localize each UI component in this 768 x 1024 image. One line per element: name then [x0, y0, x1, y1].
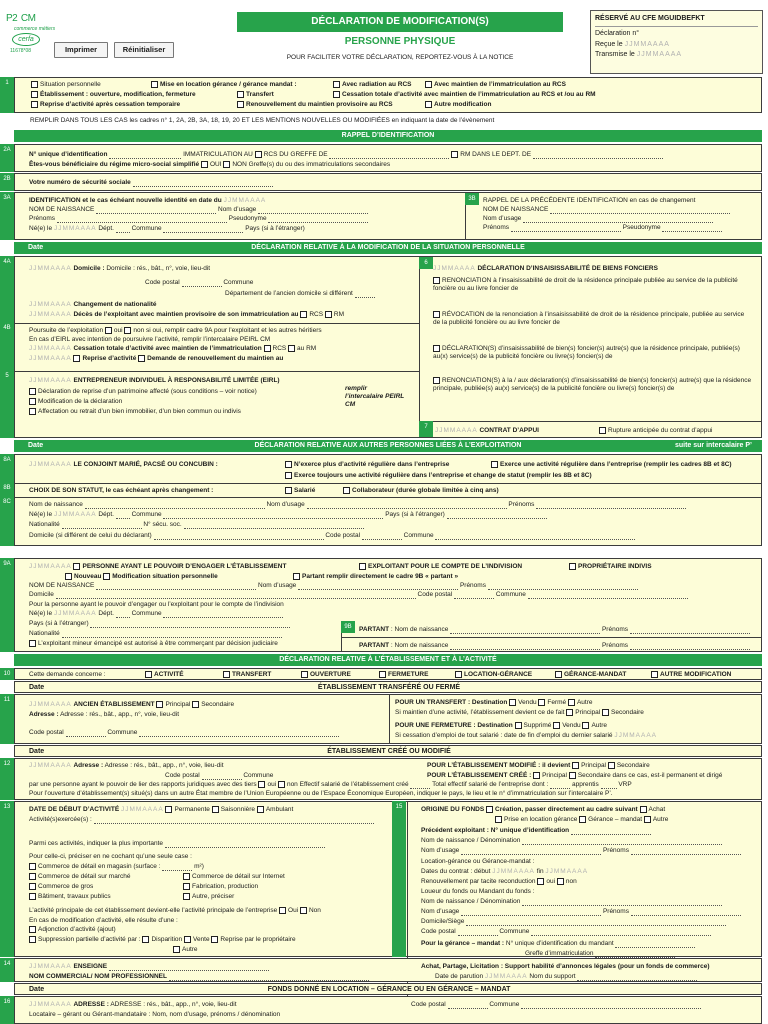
- cerfa-number: 11678*08: [10, 48, 32, 54]
- s13-modif: En cas de modification d’activité, elle résulte d’une :: [29, 917, 178, 924]
- s4a-cp[interactable]: Code postal Commune: [145, 279, 254, 286]
- s16-cp[interactable]: Code postal Commune: [411, 1001, 701, 1009]
- s5-modification[interactable]: Modification de la déclaration: [29, 398, 122, 406]
- cfe-recue[interactable]: Reçue le JJMMAAAA: [595, 40, 670, 48]
- logo-subtitle: commerce métiers: [14, 26, 56, 32]
- s13-suppression[interactable]: Suppression partielle d’activité par : Disparition Vente Reprise par le propriétaire: [29, 936, 296, 944]
- s8b-salarie[interactable]: Salarié: [285, 487, 315, 495]
- s3a-number: 3A: [0, 192, 14, 240]
- s15-dates[interactable]: Dates du contrat : début JJMMAAAA fin JJMMAAAA: [421, 868, 589, 875]
- s15-usage2[interactable]: Nom d’usage Prénoms: [421, 908, 741, 916]
- bar-etab: DÉCLARATION RELATIVE À L’ÉTABLISSEMENT ET À L’ACTIVITÉ: [14, 654, 762, 666]
- s11-cessation[interactable]: Si cessation d’emploi de tout salarié : date de fin d’emploi du dernier salarié JJMMAAAA: [395, 732, 657, 739]
- s15-greffe[interactable]: Greffe d’immatriculation: [525, 950, 675, 958]
- s13-number: 13: [0, 801, 14, 957]
- s1-opt-cessation[interactable]: Cessation totale d’activité avec maintien de l’immatriculation au RCS et /ou au RM: [333, 91, 596, 99]
- s10-ouverture[interactable]: OUVERTURE: [301, 671, 351, 679]
- s8a-opt1[interactable]: N’exerce plus d’activité régulière dans l’entreprise: [285, 461, 449, 469]
- s10-autre[interactable]: AUTRE MODIFICATION: [651, 671, 731, 679]
- s13-c3[interactable]: Commerce de détail sur Internet: [183, 873, 285, 881]
- s13-activites[interactable]: Activité(s)exercée(s) :: [29, 816, 374, 824]
- s13-cochant: Pour celle-ci, préciser en ne cochant qu’une seule case :: [29, 853, 192, 860]
- bar-transfere: Date ÉTABLISSEMENT TRANSFÉRÉ OU FERMÉ: [14, 681, 762, 693]
- s2b-number: 2B: [0, 173, 14, 191]
- s9a-nationalite[interactable]: Nationalité: [29, 630, 282, 638]
- s2a-micro-social[interactable]: Êtes-vous bénéficiaire du régime micro-social simplifié OUI NON Greffe(s) du ou des immatriculations secondaires: [29, 161, 391, 169]
- form-title: DÉCLARATION DE MODIFICATION(S): [237, 12, 563, 32]
- reset-button[interactable]: Réinitialiser: [114, 42, 174, 58]
- s5-eirl[interactable]: JJMMAAAA ENTREPRENEUR INDIVIDUEL À RESPONSABILITÉ LIMITÉE (EIRL): [29, 377, 280, 384]
- s10-transfert[interactable]: TRANSFERT: [223, 671, 271, 679]
- s5-number: 5: [0, 370, 14, 438]
- s13-c5[interactable]: Fabrication, production: [183, 883, 258, 891]
- s7-number: 7: [419, 421, 433, 437]
- s16-number: 16: [0, 996, 14, 1024]
- s6-revocation[interactable]: RÉVOCATION de la renonciation à l’insaisissabilité de droit de la résidence principale, publiée au service de la publicité foncière ou au livre foncier de: [433, 311, 745, 327]
- cfe-box: [590, 10, 763, 74]
- s2b-secu[interactable]: Votre numéro de sécurité sociale: [29, 179, 273, 187]
- s4a-number: 4A: [0, 256, 14, 322]
- s6-renonciations[interactable]: RENONCIATION(S) à la / aux déclaration(s) d’insaisissabilité de bien(s) foncier(s) autre(s) que la résidence principale, publiée(s) au(x) service(s) de la publicité foncière ou livre(s) foncier(s) de: [433, 377, 752, 393]
- s15-renouv[interactable]: Renouvellement par tacite reconduction oui non: [421, 878, 577, 886]
- s9a-number: 9A: [0, 558, 14, 652]
- section-14: [14, 958, 762, 982]
- header: [0, 0, 768, 76]
- s9a-pays[interactable]: Pays (si à l’étranger): [29, 620, 290, 628]
- s13-adjonction[interactable]: Adjonction d’activité (ajout): [29, 926, 116, 934]
- s8c-naissance[interactable]: Né(e) le JJMMAAAA Dépt. Commune Pays (si à l’étranger): [29, 511, 547, 519]
- s9b-number: 9B: [341, 621, 355, 633]
- s3a-nom[interactable]: NOM DE NAISSANCE Nom d’usage: [29, 206, 368, 214]
- s9a-partant[interactable]: Partant remplir directement le cadre 9B « partant »: [293, 573, 458, 581]
- section-16: [14, 996, 762, 1024]
- s9a-pour: Pour la personne ayant le pouvoir d’engager ou l’exploitant pour le compte de l’indivision: [29, 601, 284, 608]
- s15-location: Location-gérance ou Gérance-mandat :: [421, 858, 535, 865]
- s1-opt-location[interactable]: Mise en location gérance / gérance mandat :: [151, 81, 297, 89]
- s12-modifie[interactable]: POUR L’ÉTABLISSEMENT MODIFIÉ : il devient Principal Secondaire: [427, 762, 650, 770]
- s1-opt-renouvellement[interactable]: Renouvellement du maintien provisoire au RCS: [237, 101, 393, 109]
- s9a-nom[interactable]: NOM DE NAISSANCE Nom d’usage Prénoms: [29, 582, 638, 590]
- cfe-declaration: Déclaration n°: [595, 30, 640, 38]
- s6-number: 6: [419, 257, 433, 269]
- page-break: [0, 547, 768, 557]
- section-2b: [14, 173, 762, 191]
- s8c-number: 8C: [0, 496, 14, 546]
- s11-transfert[interactable]: POUR UN TRANSFERT : Destination Vendu Fermé Autre: [395, 699, 593, 707]
- bar-cree: Date ÉTABLISSEMENT CRÉÉ OU MODIFIÉ: [14, 745, 762, 757]
- s1-opt-autre[interactable]: Autre modification: [425, 101, 491, 109]
- s7-contrat[interactable]: JJMMAAAA CONTRAT D’APPUI: [435, 427, 539, 434]
- s9a-opt3[interactable]: PROPRIÉTAIRE INDIVIS: [569, 563, 652, 571]
- s3b-rappel: RAPPEL DE LA PRÉCÉDENTE IDENTIFICATION en cas de changement: [483, 197, 696, 204]
- section-8: [14, 454, 762, 546]
- s3a-naissance[interactable]: Né(e) le JJMMAAAA Dépt. Commune Pays (si à l’étranger): [29, 225, 305, 232]
- cfe-transmise[interactable]: Transmise le JJMMAAAA: [595, 51, 683, 59]
- s4a-dept[interactable]: Département de l’ancien domicile si différent: [225, 290, 375, 298]
- s5-reprise[interactable]: Déclaration de reprise d’un patrimoine affecté (sous conditions – voir notice): [29, 388, 257, 396]
- s4b-eirl: En cas d’EIRL avec intention de poursuivre l’activité, remplir l’intercalaire PEIRL CM: [29, 336, 271, 343]
- s4a-deces[interactable]: JJMMAAAA Décès de l’exploitant avec maintien provisoire de son immatriculation au RCS RM: [29, 311, 344, 319]
- s15-cp[interactable]: Code postal Commune: [421, 928, 711, 936]
- form-subtitle: PERSONNE PHYSIQUE: [344, 36, 456, 47]
- s15-gerance[interactable]: Pour la gérance – mandat : N° unique d’identification du mandant: [421, 940, 695, 948]
- s11-adresse[interactable]: Adresse : Adresse : rés., bât., app., n°, voie, lieu-dit: [29, 711, 180, 718]
- s4b-reprise[interactable]: JJMMAAAA Reprise d’activité Demande de renouvellement du maintien au: [29, 355, 284, 363]
- s13-c4[interactable]: Commerce de gros: [29, 883, 93, 891]
- print-button[interactable]: Imprimer: [54, 42, 108, 58]
- bar-fonds: Date FONDS DONNÉ EN LOCATION – GÉRANCE OU EN GÉRANCE – MANDAT: [14, 983, 762, 995]
- s10-number: 10: [0, 668, 14, 680]
- section-13-15: [14, 801, 762, 957]
- s3b-usage[interactable]: Nom d’usage: [483, 215, 713, 223]
- s13-c6[interactable]: Bâtiment, travaux publics: [29, 893, 111, 901]
- s8c-nationalite[interactable]: Nationalité N° sécu. soc.: [29, 521, 364, 529]
- s3b-nom[interactable]: NOM DE NAISSANCE: [483, 206, 730, 214]
- s1-opt-transfert[interactable]: Transfert: [237, 91, 274, 99]
- s9a-domicile[interactable]: Domicile Code postal Commune: [29, 591, 688, 599]
- s13-c1[interactable]: Commerce de détail en magasin (surface : m²): [29, 863, 204, 871]
- s15-prise[interactable]: Prise en location gérance Gérance – mandat Autre: [495, 816, 668, 824]
- section-4-7: [14, 256, 762, 438]
- bar-autres: Date DÉCLARATION RELATIVE AUX AUTRES PERSONNES LIÉES À L’EXPLOITATION suite sur intercalaire P’: [14, 440, 762, 452]
- s15-parution[interactable]: Date de parution JJMMAAAA Nom du support: [435, 973, 697, 981]
- s8b-collaborateur[interactable]: Collaborateur (durée globale limitée à cinq ans): [343, 487, 499, 495]
- s14-nom-commercial[interactable]: NOM COMMERCIAL/ NOM PROFESSIONNEL: [29, 973, 369, 981]
- s15-nom[interactable]: Nom de naissance / Dénomination: [421, 837, 722, 845]
- s15-loueur: Loueur du fonds ou Mandant du fonds :: [421, 888, 535, 895]
- section-9: [14, 558, 762, 652]
- s10-location[interactable]: LOCATION-GÉRANCE: [455, 671, 532, 679]
- section-2a: [14, 144, 762, 172]
- s11-ancien[interactable]: JJMMAAAA ANCIEN ÉTABLISSEMENT Principal Secondaire: [29, 701, 235, 709]
- s11-si-maintien[interactable]: Si maintien d’une activité, l’établissement devient ce de fait Principal Secondaire: [395, 709, 644, 717]
- s6-declaration[interactable]: DÉCLARATION(S) d’insaisissabilité de bien(s) foncier(s) autre(s) que la résidence principale, publiée(s) au(x) service(s) de la publicité foncière ou livre(s) foncier(s) de: [433, 345, 740, 361]
- s12-cree[interactable]: POUR L’ÉTABLISSEMENT CRÉÉ : Principal Secondaire dans ce cas, est-il permanent et dirigé: [427, 772, 723, 780]
- s15-number: 15: [392, 801, 406, 957]
- s9a-mineur[interactable]: L’exploitant mineur émancipé est autorisé à être commerçant par décision judiciaire: [29, 640, 278, 648]
- s15-nom2[interactable]: Nom de naissance / Dénomination: [421, 898, 722, 906]
- s8a-conjoint: JJMMAAAA LE CONJOINT MARIÉ, PACSÉ OU CONCUBIN :: [29, 461, 218, 468]
- section-1: [14, 77, 762, 113]
- s1-opt-maintien[interactable]: Avec maintien de l’immatriculation au RCS: [425, 81, 566, 89]
- s10-fermeture[interactable]: FERMETURE: [379, 671, 428, 679]
- s4a-nationalite[interactable]: JJMMAAAA Changement de nationalité: [29, 301, 157, 308]
- s9b-partant-1[interactable]: PARTANT : Nom de naissance Prénoms: [359, 626, 750, 634]
- s13-c7[interactable]: Autre, préciser: [183, 893, 234, 901]
- s8b-statut: CHOIX DE SON STATUT, le cas échéant après changement :: [29, 487, 214, 494]
- s11-number: 11: [0, 694, 14, 744]
- bar-situation: Date DÉCLARATION RELATIVE À LA MODIFICATION DE LA SITUATION PERSONNELLE: [14, 242, 762, 254]
- s14-enseigne[interactable]: JJMMAAAA ENSEIGNE: [29, 963, 269, 971]
- s9a-nouveau[interactable]: Nouveau Modification situation personnelle: [65, 573, 218, 581]
- s13-autre[interactable]: Autre: [173, 946, 198, 954]
- s15-precedent[interactable]: Précédent exploitant : N° unique d’identification: [421, 827, 651, 835]
- s1-note: REMPLIR DANS TOUS LES CAS les cadres n° 1, 2A, 2B, 3A, 18, 19, 20 ET LES MENTIONS NOUVELLES OU MODIFIÉES en indiquant la date de l’évènement: [30, 117, 495, 124]
- s15-origine[interactable]: ORIGINE DU FONDS Création, passer directement au cadre suivant Achat: [421, 806, 666, 814]
- s11-cp[interactable]: Code postal Commune: [29, 729, 339, 737]
- s12-number: 12: [0, 758, 14, 800]
- section-3: [14, 192, 762, 240]
- s8b-number: 8B: [0, 482, 14, 496]
- s6-title: JJMMAAAA DÉCLARATION D’INSAISISSABILITÉ DE BIENS FONCIERS: [433, 265, 658, 272]
- s13-c2[interactable]: Commerce de détail sur marché: [29, 873, 130, 881]
- s8a-opt2[interactable]: Exerce une activité régulière dans l’entreprise (remplir les cadres 8B et 8C): [491, 461, 732, 469]
- s2a-number: 2A: [0, 144, 14, 172]
- s12-cp[interactable]: Code postal Commune: [165, 772, 274, 779]
- s15-usage[interactable]: Nom d’usage Prénoms: [421, 847, 741, 855]
- s8c-nom[interactable]: Nom de naissance Nom d’usage Prénoms: [29, 501, 686, 509]
- section-10: [14, 668, 762, 680]
- s4a-domicile[interactable]: JJMMAAAA Domicile : Domicile : rés., bât., n°, voie, lieu-dit: [29, 265, 211, 272]
- s2a-identifiant[interactable]: N° unique d’identification IMMATRICULATION AU RCS DU GREFFE DE RM DANS LE DEPT. DE: [29, 151, 663, 159]
- s12-ue: Pour l’ouverture d’établissement(s) situé(s) dans un autre État membre de l’Union Européenne ou de l’Espace Économique Européen, indiquer le pays, le lieu et le n° d’immatriculation sur l’intercalaire P’.: [29, 790, 613, 797]
- s12-pouvoir[interactable]: par une personne ayant le pouvoir de lier des rapports juridiques avec des tiers oui non Effectif salarié de l’établissement créé Total effectif salarié de l’entreprise dont : apprentis VRP: [29, 781, 632, 789]
- s1-opt-situation[interactable]: Situation personnelle: [31, 81, 101, 89]
- s16-locataire[interactable]: Locataire – gérant ou Gérant-mandataire : Nom, nom d’usage, prénoms / dénomination: [29, 1011, 281, 1018]
- s4b-number: 4B: [0, 322, 14, 370]
- section-12: [14, 758, 762, 800]
- s9b-partant-2[interactable]: PARTANT : Nom de naissance Prénoms: [359, 642, 750, 650]
- s9a-opt2[interactable]: EXPLOITANT POUR LE COMPTE DE L’INDIVISION: [359, 563, 522, 571]
- s3a-prenoms[interactable]: Prénoms Pseudonyme: [29, 215, 368, 223]
- s3a-identification[interactable]: IDENTIFICATION et le cas échéant nouvelle identité en date du JJMMAAAA: [29, 197, 267, 204]
- s4b-poursuite[interactable]: Poursuite de l’exploitation oui non si oui, remplir cadre 9A pour l’exploitant et les autres héritiers: [29, 327, 322, 335]
- s14-number: 14: [0, 958, 14, 982]
- bar-rappel: RAPPEL D’IDENTIFICATION: [14, 130, 762, 142]
- s8a-number: 8A: [0, 454, 14, 482]
- s3b-prenoms[interactable]: Prénoms Pseudonyme: [483, 224, 722, 232]
- s6-renonciation[interactable]: RENONCIATION à l’insaisissabilité de droit de la résidence principale publiée au service de la publicité foncière ou au livre foncier de: [433, 277, 738, 293]
- s15-achat[interactable]: Achat, Partage, Licitation : Support habilité d’annonces légales (pour un fonds de commerce): [421, 963, 710, 970]
- s1-number: 1: [0, 77, 14, 113]
- cerfa-logo: cerfa: [12, 33, 40, 46]
- s8c-domicile[interactable]: Domicile (si différent de celui du déclarant) Code postal Commune: [29, 532, 635, 540]
- s12-adresse[interactable]: JJMMAAAA Adresse : Adresse : rés., bât., app., n°, voie, lieu-dit: [29, 762, 224, 769]
- s15-domicile[interactable]: Domicile/Siège: [421, 918, 726, 926]
- section-11: [14, 694, 762, 744]
- form-logo: P2 CM: [6, 13, 36, 24]
- s11-fermeture[interactable]: POUR UNE FERMETURE : Destination Supprimé Vendu Autre: [395, 722, 607, 730]
- s13-principale[interactable]: L’activité principale de cet établissement devient-elle l’activité principale de l’entreprise Oui Non: [29, 907, 321, 915]
- s3b-number: 3B: [465, 193, 479, 205]
- cfe-title: RÉSERVÉ AU CFE MGUIDBEFKT: [595, 15, 758, 27]
- s13-parmi[interactable]: Parmi ces activités, indiquer la plus importante: [29, 840, 325, 848]
- s10-label: Cette demande concerne :: [29, 671, 106, 678]
- s7-rupture[interactable]: Rupture anticipée du contrat d’appui: [599, 427, 712, 435]
- s1-opt-radiation[interactable]: Avec radiation au RCS: [333, 81, 411, 89]
- s5-remplir: remplir l’intercalaire PEIRL CM: [345, 385, 405, 408]
- s4b-cessation[interactable]: JJMMAAAA Cessation totale d’activité avec maintien de l’immatriculation RCS au RM: [29, 345, 317, 353]
- s16-adresse[interactable]: JJMMAAAA ADRESSE : ADRESSE : rés., bât., app., n°, voie, lieu-dit: [29, 1001, 237, 1008]
- s10-gerance[interactable]: GÉRANCE-MANDAT: [555, 671, 626, 679]
- s1-opt-reprise[interactable]: Reprise d’activité après cessation temporaire: [31, 101, 180, 109]
- s13-debut[interactable]: DATE DE DÉBUT D’ACTIVITÉ JJMMAAAA Permanente Saisonnière Ambulant: [29, 806, 294, 814]
- s9a-opt1[interactable]: JJMMAAAA PERSONNE AYANT LE POUVOIR D’ENGAGER L’ÉTABLISSEMENT: [29, 563, 287, 571]
- s10-activite[interactable]: ACTIVITÉ: [145, 671, 184, 679]
- s1-opt-etablissement[interactable]: Établissement : ouverture, modification, fermeture: [31, 91, 196, 99]
- s5-affectation[interactable]: Affectation ou retrait d’un bien immobilier, d’un bien commun ou indivis: [29, 408, 241, 416]
- s8a-opt3[interactable]: Exerce toujours une activité régulière dans l’entreprise et change de statut (remplir les 8B et 8C): [285, 472, 592, 480]
- notice-text: POUR FACILITER VOTRE DÉCLARATION, REPORTEZ-VOUS À LA NOTICE: [286, 54, 514, 61]
- s9a-naissance[interactable]: Né(e) le JJMMAAAA Dépt. Commune: [29, 610, 283, 618]
